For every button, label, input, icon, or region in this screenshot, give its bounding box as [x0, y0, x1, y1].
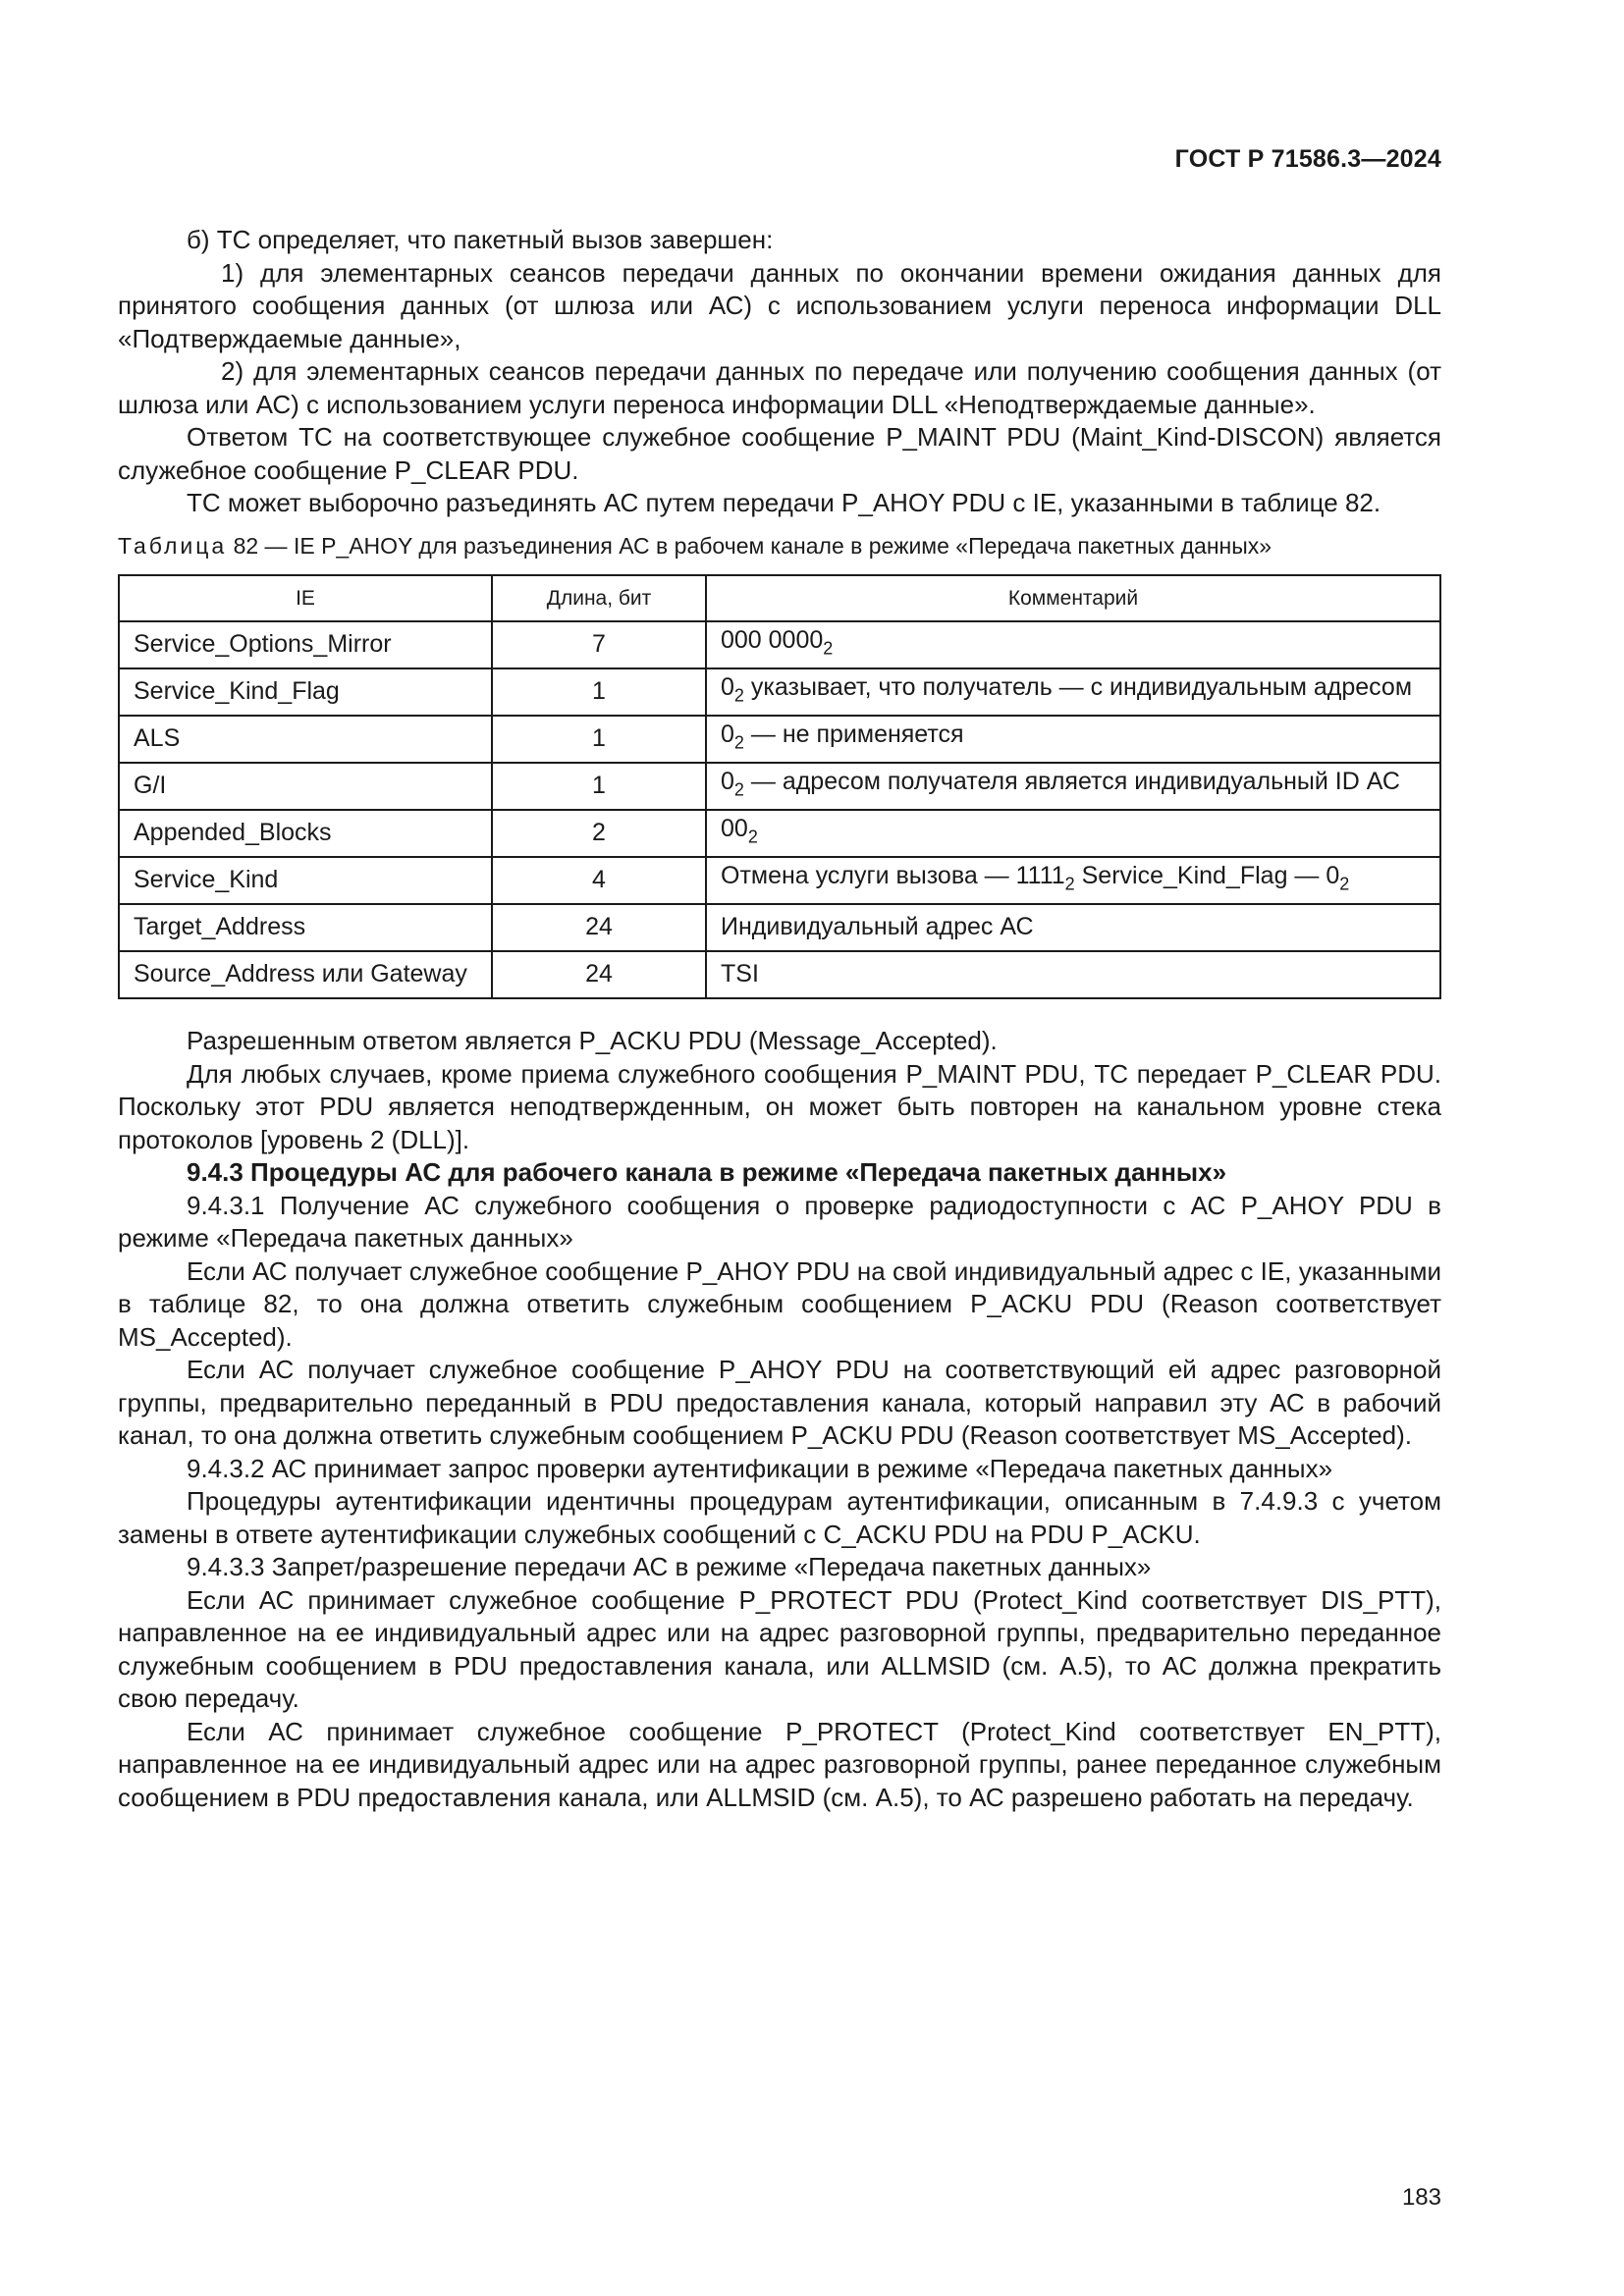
ie-cell: Source_Address или Gateway [119, 951, 492, 998]
paragraph: Если АС получает служебное сообщение P_AHOY PDU на соответствующий ей адрес разговорной группы, предварительно переданный в PDU предоставления канала, который направил эту АС в рабочий канал, то она должна ответить служебным сообщением P_ACKU PDU (Reason соответствует MS_Accepted). [118, 1355, 1441, 1450]
ie-cell: G/I [119, 763, 492, 810]
page-number: 183 [1401, 2184, 1441, 2211]
comment-cell [706, 951, 1440, 998]
comment-cell [706, 904, 1440, 951]
comment-text: 000 0000 [721, 626, 824, 655]
length-cell: 7 [492, 621, 706, 668]
ie-cell: Appended_Blocks [119, 810, 492, 857]
comment-text: указывает, что получатель — с индивидуальным адресом [743, 673, 1413, 702]
binary-subscript: 2 [733, 685, 744, 706]
paragraph: Процедуры аутентификации идентичны процедурам аутентификации, описанным в 7.4.9.3 с учетом замены в ответе аутентификации служебных сообщений с C_ACKU PDU на PDU P_ACKU. [118, 1486, 1441, 1549]
ie-table [118, 574, 1441, 999]
comment-text: Индивидуальный адрес АС [721, 913, 1034, 941]
comment-text: — не применяется [743, 721, 964, 749]
table-header-row [119, 575, 1440, 621]
comment-cell [706, 621, 1440, 668]
ie-cell: Service_Options_Mirror [119, 621, 492, 668]
length-cell: 1 [492, 716, 706, 763]
ie-cell: Service_Kind_Flag [119, 668, 492, 716]
subsection-heading: 9.4.3.3 Запрет/разрешение передачи АС в режиме «Передача пакетных данных» [187, 1552, 1152, 1581]
column-header: Комментарий [706, 575, 1440, 621]
standard-header: ГОСТ Р 71586.3—2024 [1174, 145, 1441, 173]
subsection-heading: 9.4.3.2 АС принимает запрос проверки аутентификации в режиме «Передача пакетных данных» [187, 1453, 1333, 1483]
ie-cell: Service_Kind [119, 857, 492, 904]
ie-cell: Target_Address [119, 904, 492, 951]
comment-cell [706, 763, 1440, 810]
table-row [119, 951, 1440, 998]
comment-cell [706, 716, 1440, 763]
paragraph: Ответом ТС на соответствующее служебное сообщение P_MAINT PDU (Maint_Kind-DISCON) является служебное сообщение P_CLEAR PDU. [118, 422, 1441, 485]
column-header: Длина, бит [492, 575, 706, 621]
paragraph: ТС может выборочно разъединять АС путем передачи P_AHOY PDU с IE, указанными в таблице 82. [187, 488, 1381, 517]
table-row [119, 810, 1440, 857]
comment-text: Отмена услуги вызова — 1111 [721, 862, 1065, 890]
table-row [119, 668, 1440, 716]
paragraph: Если АС принимает служебное сообщение P_PROTECT (Protect_Kind соответствует EN_PTT), направленное на ее индивидуальный адрес или на адрес разговорной группы, ранее переданное служебным сообщением в PDU предоставления канала, или ALLMSID (см. А.5), то АС разрешено работать на передачу. [118, 1716, 1441, 1812]
paragraph: Если АС принимает служебное сообщение P_PROTECT PDU (Protect_Kind соответствует DIS_PTT), направленное на ее индивидуальный адрес или на адрес разговорной группы, предварительно переданное служебным сообщением в PDU предоставления канала, или ALLMSID (см. А.5), то АС должна прекратить свою передачу. [118, 1584, 1441, 1713]
comment-text: Service_Kind_Flag — 0 [1074, 862, 1340, 890]
paragraph: 1) для элементарных сеансов передачи данных по окончании времени ожидания данных для принятого сообщения данных (от шлюза или АС) с использованием услуги переноса информации DLL «Подтверждаемые данные», [118, 257, 1441, 353]
length-cell: 2 [492, 810, 706, 857]
binary-subscript: 2 [733, 732, 744, 753]
table-row [119, 763, 1440, 810]
comment-text: 00 [721, 815, 748, 843]
ie-cell: ALS [119, 716, 492, 763]
comment-text: 0 [721, 768, 734, 796]
binary-subscript: 2 [1064, 874, 1075, 894]
length-cell: 24 [492, 951, 706, 998]
length-cell: 1 [492, 668, 706, 716]
comment-cell [706, 668, 1440, 716]
paragraph: Для любых случаев, кроме приема служебного сообщения P_MAINT PDU, ТС передает P_CLEAR PDU. Поскольку этот PDU является неподтвержденным, он может быть повторен на канальном уровне стека протоколов [уровень 2 (DLL)]. [118, 1058, 1441, 1154]
table-row [119, 904, 1440, 951]
paragraph: б) ТС определяет, что пакетный вызов завершен: [187, 225, 774, 254]
document-body [118, 224, 1441, 1814]
comment-cell [706, 857, 1440, 904]
comment-text: 0 [721, 721, 734, 749]
table-caption-text: 82 — IE P_AHOY для разъединения АС в рабочем канале в режиме «Передача пакетных данных» [233, 532, 1272, 559]
binary-subscript: 2 [747, 827, 758, 847]
comment-text: — адресом получателя является индивидуальный ID АС [743, 768, 1400, 796]
paragraph: Если АС получает служебное сообщение P_AHOY PDU на свой индивидуальный адрес с IE, указанными в таблице 82, то она должна ответить служебным сообщением P_ACKU PDU (Reason соответствует MS_Accepted). [118, 1255, 1441, 1352]
comment-cell [706, 810, 1440, 857]
binary-subscript: 2 [1339, 874, 1350, 894]
comment-text: TSI [721, 960, 759, 988]
table-row [119, 857, 1440, 904]
section-heading: 9.4.3 Процедуры АС для рабочего канала в режиме «Передача пакетных данных» [187, 1157, 1227, 1187]
length-cell: 24 [492, 904, 706, 951]
comment-text: 0 [721, 673, 734, 702]
length-cell: 4 [492, 857, 706, 904]
column-header: IE [119, 575, 492, 621]
length-cell: 1 [492, 763, 706, 810]
binary-subscript: 2 [823, 638, 834, 659]
table-row [119, 621, 1440, 668]
table-row [119, 716, 1440, 763]
paragraph: Разрешенным ответом является P_ACKU PDU (Message_Accepted). [187, 1026, 998, 1055]
subsection-heading: 9.4.3.1 Получение АС служебного сообщения о проверке радиодоступности с АС P_AHOY PDU в режиме «Передача пакетных данных» [118, 1190, 1441, 1253]
binary-subscript: 2 [733, 779, 744, 800]
table-caption-label: Таблица [118, 532, 228, 559]
paragraph: 2) для элементарных сеансов передачи данных по передаче или получению сообщения данных (от шлюза или АС) с использованием услуги переноса информации DLL «Неподтверждаемые данные». [118, 356, 1441, 419]
table-caption [118, 530, 1441, 563]
